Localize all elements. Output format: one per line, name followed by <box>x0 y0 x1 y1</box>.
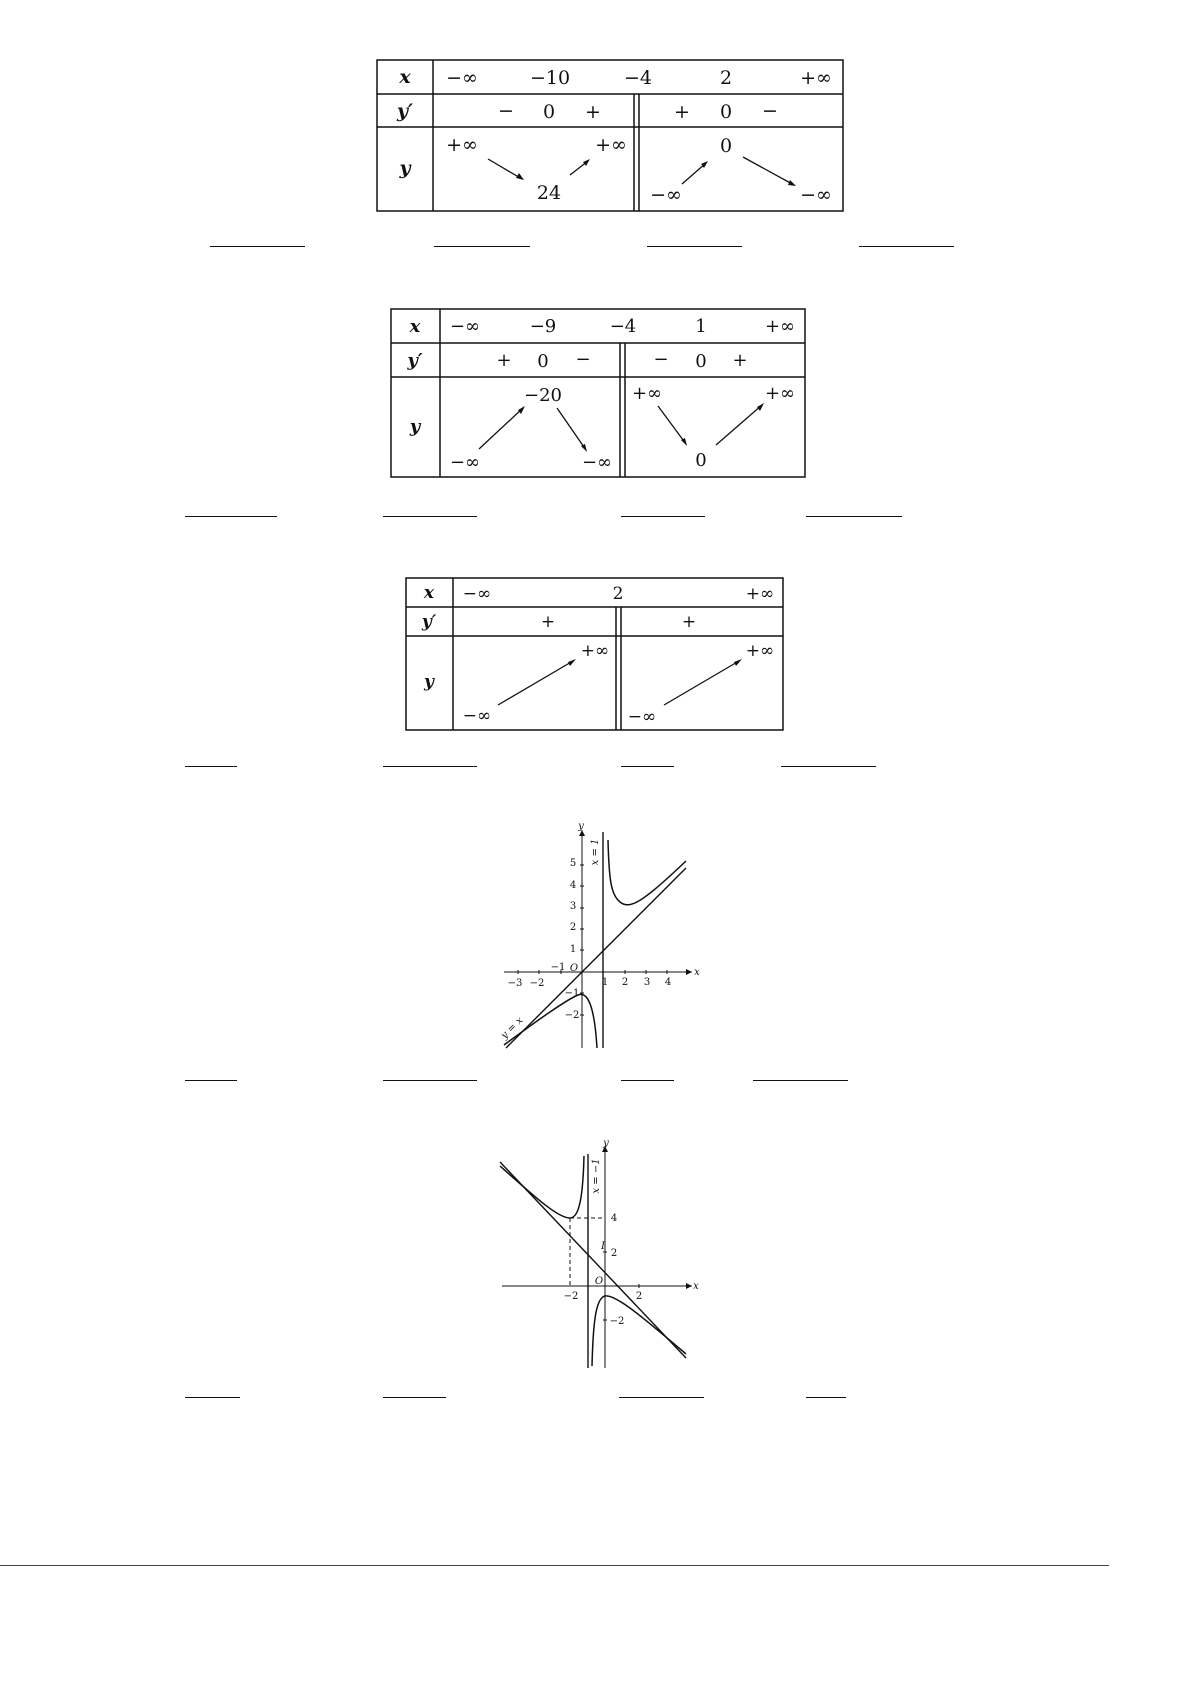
axis-label-x: x <box>694 967 700 978</box>
answer-blank[interactable] <box>859 246 954 247</box>
answer-blank[interactable] <box>383 1080 477 1081</box>
axis-label-y: y <box>603 1138 609 1149</box>
answer-blank[interactable] <box>185 1397 240 1398</box>
answer-blank[interactable] <box>383 766 477 767</box>
x-value: −10 <box>529 67 571 89</box>
arrow <box>682 163 706 184</box>
axis-label-y: y <box>578 821 584 832</box>
y-value: 0 <box>719 135 733 157</box>
x-label: x <box>399 66 411 88</box>
y-value: +∞ <box>745 641 775 661</box>
derivative-sign: − <box>498 100 514 122</box>
function-graph-2 <box>496 1138 706 1370</box>
oblique-asymptote <box>506 868 686 1048</box>
y-label: y <box>424 672 434 692</box>
answer-blank[interactable] <box>185 766 237 767</box>
asymptote-label: x = −1 <box>591 1158 602 1194</box>
tick-label: 1 <box>569 944 577 955</box>
curve-lower-branch <box>592 1296 686 1366</box>
tick-label: −2 <box>563 1291 579 1302</box>
tick-label: 4 <box>664 977 672 988</box>
tick-label: 3 <box>643 977 651 988</box>
answer-blank[interactable] <box>185 1080 237 1081</box>
derivative-label: y′ <box>421 612 437 632</box>
tick-label: 1 <box>601 977 609 988</box>
derivative-zero: 0 <box>542 101 556 123</box>
derivative-sign: − <box>762 100 778 122</box>
arrow <box>488 159 522 179</box>
derivative-zero: 0 <box>719 101 733 123</box>
tick-label: 4 <box>569 880 577 891</box>
y-value: −∞ <box>581 452 613 473</box>
x-value: 2 <box>612 584 624 604</box>
tick-label: 3 <box>569 901 577 912</box>
derivative-sign: + <box>540 612 556 632</box>
curve-upper-branch <box>500 1156 584 1218</box>
arrow <box>743 157 794 185</box>
x-value: +∞ <box>764 316 796 337</box>
y-value: −∞ <box>462 706 492 726</box>
x-value: +∞ <box>745 584 775 604</box>
answer-blank[interactable] <box>185 516 277 517</box>
derivative-label: y′ <box>407 350 423 371</box>
tick-label: −1 <box>564 988 580 999</box>
variation-table-2 <box>390 308 808 480</box>
y-value: 24 <box>536 182 562 204</box>
origin-label: O <box>569 963 579 974</box>
derivative-sign: − <box>575 349 591 370</box>
y-value: +∞ <box>631 383 663 404</box>
x-label: x <box>423 583 435 603</box>
x-value: 2 <box>719 67 733 89</box>
answer-blank[interactable] <box>434 246 530 247</box>
x-value: −∞ <box>449 316 481 337</box>
tick-label: 2 <box>610 1248 618 1259</box>
answer-blank[interactable] <box>806 516 902 517</box>
tick-label: 2 <box>569 922 577 933</box>
asymptote-label: y = x <box>499 1015 526 1042</box>
answer-blank[interactable] <box>621 1080 674 1081</box>
answer-blank[interactable] <box>210 246 305 247</box>
y-value: +∞ <box>580 641 610 661</box>
asymptote-label: x = 1 <box>590 838 601 866</box>
curve-upper-branch <box>608 840 686 905</box>
tick-label: 2 <box>621 977 629 988</box>
y-value: −∞ <box>800 184 832 206</box>
derivative-sign: − <box>653 349 669 370</box>
derivative-sign: + <box>585 101 601 123</box>
y-value: −∞ <box>449 452 481 473</box>
derivative-sign: + <box>681 612 697 632</box>
y-value: −∞ <box>627 707 657 727</box>
arrow <box>557 408 586 450</box>
page-bottom-rule <box>0 1565 1109 1566</box>
answer-blank[interactable] <box>621 766 674 767</box>
tick-label: −2 <box>529 978 545 989</box>
y-value: 0 <box>695 450 707 471</box>
answer-blank[interactable] <box>753 1080 848 1081</box>
answer-blank[interactable] <box>647 246 742 247</box>
arrow <box>479 408 523 449</box>
y-value: +∞ <box>595 134 627 156</box>
derivative-sign: + <box>674 101 690 123</box>
origin-label: O <box>594 1276 604 1287</box>
tick-label: 5 <box>569 858 577 869</box>
answer-blank[interactable] <box>806 1397 846 1398</box>
arrow <box>658 406 686 444</box>
y-label: y <box>409 416 421 437</box>
variation-table-1 <box>376 59 846 214</box>
derivative-zero: 0 <box>695 351 707 372</box>
answer-blank[interactable] <box>383 516 477 517</box>
x-value: −∞ <box>446 67 478 89</box>
variation-table-3 <box>405 577 787 733</box>
y-value: −∞ <box>650 184 682 206</box>
x-value: −9 <box>529 316 557 337</box>
axis-label-x: x <box>693 1281 699 1292</box>
answer-blank[interactable] <box>619 1397 704 1398</box>
derivative-label: y′ <box>396 100 414 122</box>
y-value: −20 <box>524 385 562 406</box>
x-value: −4 <box>623 67 653 89</box>
tick-label: 4 <box>610 1213 618 1224</box>
x-value: +∞ <box>800 67 832 89</box>
derivative-sign: + <box>496 350 512 371</box>
arrow <box>716 405 762 445</box>
function-graph-1 <box>498 820 708 1050</box>
x-label: x <box>409 316 421 337</box>
tick-label: −2 <box>564 1010 580 1021</box>
answer-blank[interactable] <box>621 516 705 517</box>
answer-blank[interactable] <box>383 1397 446 1398</box>
derivative-sign: + <box>732 350 748 371</box>
arrow <box>498 661 573 705</box>
point-label: I <box>601 1241 605 1252</box>
y-value: +∞ <box>446 134 478 156</box>
tick-label: −3 <box>507 978 523 989</box>
y-value: +∞ <box>764 383 796 404</box>
tick-label: −2 <box>609 1316 625 1327</box>
derivative-zero: 0 <box>537 351 549 372</box>
x-value: −∞ <box>462 584 492 604</box>
tick-label: 2 <box>635 1291 643 1302</box>
tick-label: −1 <box>550 962 566 973</box>
answer-blank[interactable] <box>781 766 876 767</box>
y-label: y <box>399 157 411 179</box>
x-value: 1 <box>695 316 707 337</box>
arrow <box>664 661 739 705</box>
x-value: −4 <box>609 316 637 337</box>
